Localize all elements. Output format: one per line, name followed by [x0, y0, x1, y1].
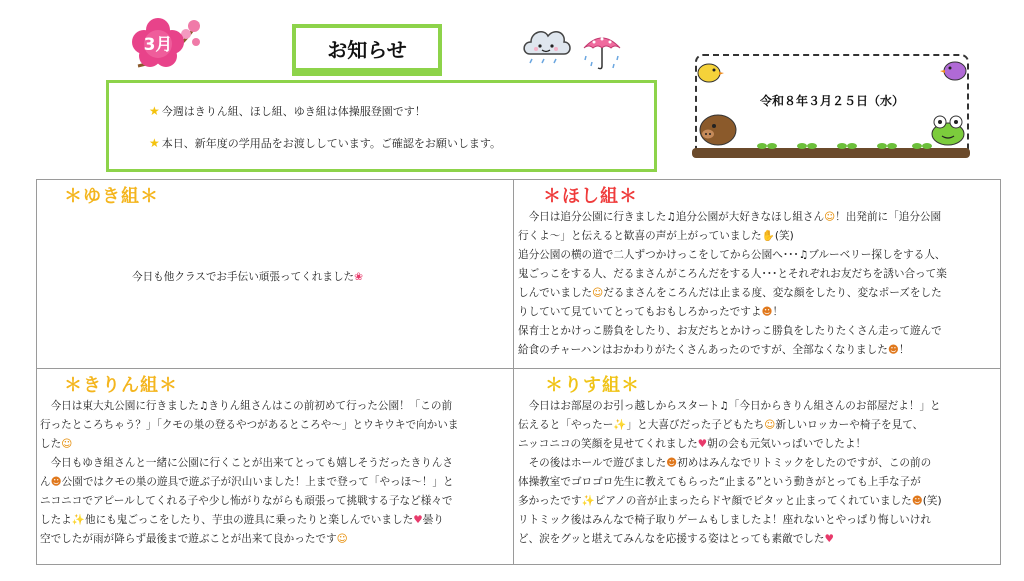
section-title-hoshi: ＊ほし組＊ — [543, 186, 638, 207]
smile-icon: ☺ — [764, 419, 776, 431]
month-badge-flower — [128, 12, 208, 72]
music-note-icon: ♫ — [666, 211, 676, 223]
music-note-icon: ♫ — [798, 249, 809, 261]
laugh-icon: ☻ — [50, 476, 62, 488]
boar-icon — [696, 106, 742, 148]
sparkle-icon: ✨ — [581, 495, 595, 507]
notice-item — [149, 103, 426, 119]
notice-item — [149, 135, 501, 151]
smile-icon: ☺ — [61, 438, 73, 450]
section-title-risu: ＊りす組＊ — [545, 375, 640, 396]
music-note-icon: ♫ — [719, 400, 729, 412]
music-note-icon: ♫ — [198, 400, 209, 412]
body-line: 今日も他クラスでお手伝い頑張ってくれました — [132, 271, 355, 283]
notice-text: 本日、新年度の学用品をお渡ししています。ご確認をお願いします。 — [161, 137, 502, 150]
smile-icon: ☺ — [824, 211, 836, 223]
notice-box — [106, 80, 657, 172]
section-body-yuki — [132, 268, 363, 287]
laugh-icon: ☻ — [761, 306, 773, 318]
excited-icon: ☻ — [666, 457, 678, 469]
heart-icon: ♥ — [413, 514, 423, 526]
grid-divider — [513, 179, 514, 565]
section-body-risu: 今日はお部屋のお引っ越しからスタート♫「今日からきりん組さんのお部屋だよ！」と 伝えると「やったー✨」と大喜びだった子どもたち☺新しいロッカーや椅子を見て、 ニッコニコの笑顔を見せてくれました♥朝の会も元気いっぱいでしたよ！ その後はホールで遊びました☻初めはみんなでリトミックをしたのですが、この前の 体操教室でゴロゴロ先生に教えてもらった“止まる”という動きがとっても上手な子が 多かったです✨ピアノの音が止まったらドヤ顔でピタッと止まってくれていました☻(笑) リトミック後はみんなで椅子取りゲームもしましたよ！座れないとやっぱり悔しいけれ ど、涙をグッと堪えてみんなを応援する姿はとっても素敵でした♥ — [518, 397, 942, 549]
heart-icon: ♥ — [697, 438, 708, 450]
date-label: 令和８年３月２５日（水） — [760, 94, 905, 108]
surprised-icon: ☻ — [887, 344, 899, 356]
umbrella-icon — [580, 30, 624, 74]
section-body-kirin: 今日は東大丸公園に行きました♫きりん組さんはこの前初めて行った公園！「この前 行ったところちゃう？」「クモの巣の登るやつがあるところや～」とウキウキで向かいま した☺ 今日もゆき組さんと一緒に公園に行くことが出来てとっても嬉しそうだったきりんさ ん☻公園ではクモの巣の遊具で遊ぶ子が沢山いました！上まで登って「やっほ～！」と ニコニコでアピールしてくれる子や少し怖がりながらも頑張って挑戦する子など様々で したよ✨他にも鬼ごっこをしたり、芋虫の遊具に乗ったりと楽しんでいました♥曇り 空でしたが雨が降らず最後まで遊ぶことが出来て良かったです☺ — [40, 397, 458, 549]
cloud-icon — [520, 24, 572, 64]
notice-text: 今週はきりん組、ほし組、ゆき組は体操服登園です！ — [161, 105, 426, 118]
section-title-kirin: ＊きりん組＊ — [64, 375, 178, 396]
section-title-yuki: ＊ゆき組＊ — [64, 186, 159, 207]
grid-divider — [36, 368, 1001, 369]
star-icon: ★ — [149, 104, 160, 118]
sparkle-icon: ✨ — [613, 419, 627, 431]
smile-icon: ☺ — [592, 287, 604, 299]
sparkle-icon: ✨ — [71, 514, 85, 526]
flower-icon: ❀ — [354, 271, 364, 283]
month-badge-text: 3月 — [143, 35, 173, 55]
laugh-icon: ☻ — [911, 495, 923, 507]
frog-icon — [928, 112, 968, 146]
page-title: お知らせ — [296, 28, 438, 68]
section-body-hoshi: 今日は追分公園に行きました♫追分公園が大好きなほし組さん☺！出発前に「追分公園 行くよ～」と伝えると歓喜の声が上がっていました✋(笑) 追分公園の横の道で二人ずつかけっこをしてから公園へ･･･♫ブルーベリー探しをする人、 鬼ごっこをする人、だるまさんがころんだをする人･･･とそれぞれお友だちを誘い合って楽 しんでいました☺だるまさんをころんだは止まる度、変な顔をしたり、変なポーズをした りしていて見ていてとってもおもしろかったですよ☻！ 保育士とかけっこ勝負をしたり、お友だちとかけっこ勝負をしたりたくさん走って遊んで 給食のチャーハンはおかわりがたくさんあったのですが、全部なくなりました☻！ — [518, 208, 947, 360]
bird-icon — [694, 58, 724, 84]
smile-icon: ☺ — [336, 533, 348, 545]
star-icon: ★ — [149, 136, 160, 150]
bird-icon — [940, 56, 970, 82]
clap-icon: ✋ — [761, 230, 775, 242]
heart-icon: ♥ — [824, 533, 834, 545]
